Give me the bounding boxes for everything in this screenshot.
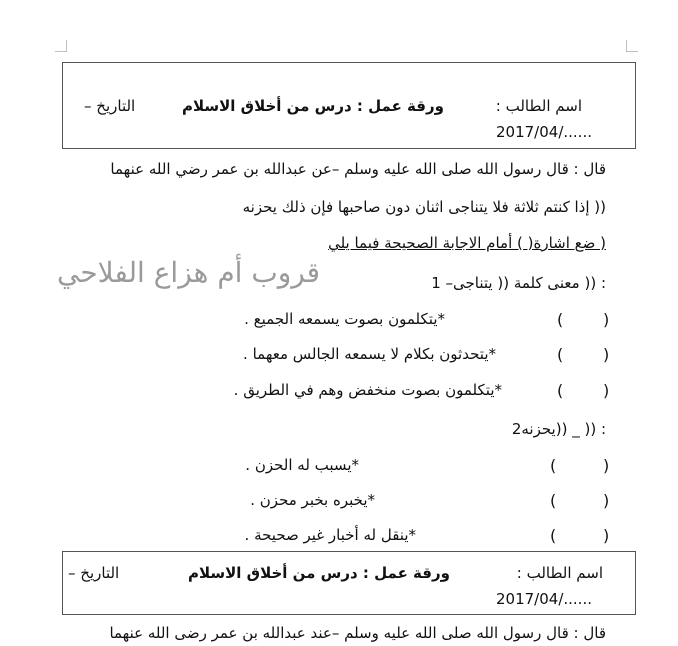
answer-paren-open[interactable]: (	[557, 381, 564, 400]
answer-paren-open[interactable]: (	[550, 526, 557, 545]
question-2-option-3: *ينقل له أخبار غير صحيحة .	[244, 526, 416, 544]
hadith-line-2: (( إذا كنتم ثلاثة فلا يتناجى اثنان دون صاحبها فإن ذلك يحزنه	[242, 198, 606, 216]
worksheet-title-2: ورقة عمل : درس من أخلاق الاسلام	[188, 564, 450, 582]
question-2-option-2: *يخبره بخبر محزن .	[250, 491, 375, 509]
student-name-label-2: اسم الطالب :	[516, 564, 603, 582]
instruction-text	[328, 234, 606, 252]
instruction-label: ( ضع اشارة( ) أمام الاجابة الصحيحة فيما يلي	[328, 234, 606, 252]
student-name-label: اسم الطالب :	[495, 97, 582, 115]
answer-paren-open[interactable]: (	[550, 456, 557, 475]
answer-paren-close[interactable]: )	[603, 526, 610, 545]
question-1-option-2: *يتحدثون بكلام لا يسمعه الجالس معهما .	[243, 345, 496, 363]
answer-paren-close[interactable]: )	[603, 345, 610, 364]
answer-paren-open[interactable]: (	[550, 491, 557, 510]
date-label: التاريخ –	[84, 97, 136, 115]
answer-paren-close[interactable]: )	[603, 456, 610, 475]
hadith-2-line-1: قال : قال رسول الله صلى الله عليه وسلم –عند عبدالله بن عمر رضى الله عنهما	[109, 624, 606, 642]
date-value-2: 2017/04/......	[496, 590, 592, 608]
date-label-2: التاريخ –	[68, 564, 120, 582]
answer-paren-open[interactable]: (	[557, 310, 564, 329]
answer-paren-open[interactable]: (	[557, 345, 564, 364]
question-2-option-1: *يسبب له الحزن .	[245, 456, 359, 474]
page-corner-mark-right	[626, 51, 638, 52]
watermark-text: قروب أم هزاع الفلاحي	[57, 256, 321, 289]
answer-paren-close[interactable]: )	[603, 381, 610, 400]
answer-paren-close[interactable]: )	[603, 310, 610, 329]
question-1-label: : (( معنى كلمة (( يتناجى– 1	[431, 274, 606, 292]
date-value: 2017/04/......	[496, 123, 592, 141]
question-2-label: : (( _ ((يحزنه2	[511, 420, 606, 438]
page-corner-mark-right-v	[626, 40, 627, 52]
worksheet-title: ورقة عمل : درس من أخلاق الاسلام	[182, 97, 444, 115]
hadith-line-1: قال : قال رسول الله صلى الله عليه وسلم –عن عبدالله بن عمر رضي الله عنهما	[110, 160, 606, 178]
question-1-option-1: *يتكلمون بصوت يسمعه الجميع .	[244, 310, 445, 328]
page-corner-mark-left-v	[66, 40, 67, 52]
answer-paren-close[interactable]: )	[603, 491, 610, 510]
question-1-option-3: *يتكلمون بصوت منخفض وهم في الطريق .	[233, 381, 502, 399]
